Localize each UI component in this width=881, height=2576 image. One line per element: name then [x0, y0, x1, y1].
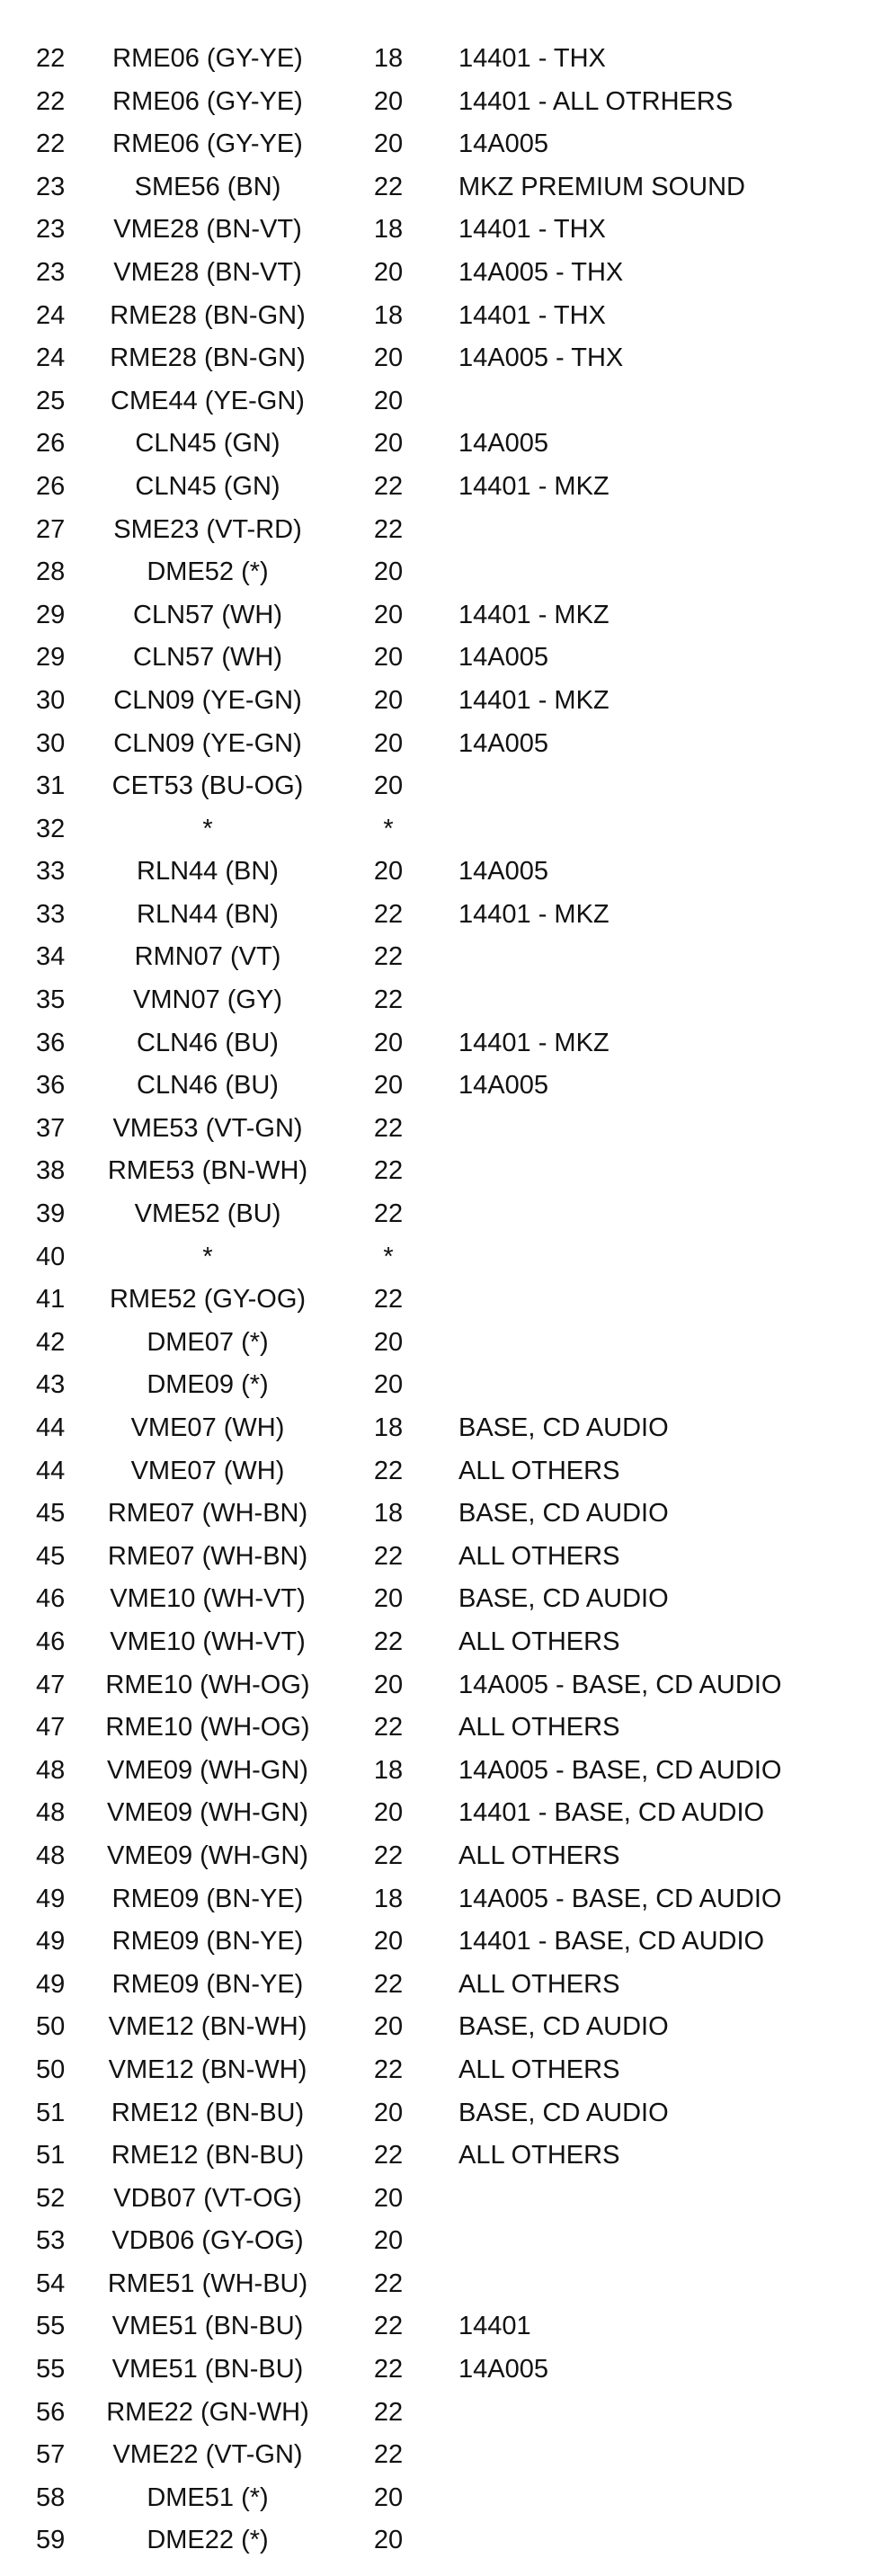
wire-gauge: 20	[373, 1071, 404, 1101]
circuit-id: CLN45 (GN)	[135, 429, 280, 459]
table-row	[0, 1578, 881, 1621]
circuit-id: VDB06 (GY-OG)	[111, 2226, 304, 2256]
wire-gauge: 20	[373, 1670, 404, 1699]
pin-number: 45	[36, 1541, 66, 1571]
pin-number: 48	[36, 1841, 66, 1870]
wire-gauge: 20	[373, 2526, 404, 2555]
pin-number: 26	[36, 471, 66, 501]
pin-number: 43	[36, 1370, 66, 1400]
table-row	[0, 1664, 881, 1707]
usage-note: BASE, CD AUDIO	[458, 1413, 669, 1442]
pin-number: 23	[36, 172, 66, 201]
pin-number: 50	[36, 2055, 66, 2084]
circuit-id: VME07 (WH)	[130, 1413, 285, 1442]
pin-number: 44	[36, 1413, 66, 1442]
table-row	[0, 1236, 881, 1279]
pin-number: 28	[36, 557, 66, 587]
wire-gauge: 20	[373, 600, 404, 629]
usage-note: 14A005 - BASE, CD AUDIO	[458, 1755, 782, 1785]
circuit-id: RMN07 (VT)	[134, 942, 281, 972]
table-row	[0, 594, 881, 637]
wire-gauge: 22	[373, 942, 404, 972]
usage-note: ALL OTHERS	[458, 1627, 620, 1656]
pin-number: 54	[36, 2268, 66, 2298]
circuit-id: VME07 (WH)	[130, 1456, 285, 1485]
wire-gauge: 20	[373, 1028, 404, 1057]
pin-number: 27	[36, 514, 66, 544]
pin-number: 23	[36, 257, 66, 287]
usage-note: 14A005 - THX	[458, 343, 624, 373]
wire-gauge: 20	[373, 429, 404, 459]
pin-number: 30	[36, 728, 66, 758]
circuit-id: VME52 (BU)	[134, 1199, 281, 1229]
wire-gauge: 20	[373, 1370, 404, 1400]
table-row	[0, 1621, 881, 1664]
circuit-id: VME09 (WH-GN)	[107, 1841, 308, 1870]
pin-number: 47	[36, 1713, 66, 1743]
pin-number: 22	[36, 44, 66, 73]
pin-number: 26	[36, 429, 66, 459]
usage-note: BASE, CD AUDIO	[458, 1584, 669, 1614]
usage-note: 14A005 - BASE, CD AUDIO	[458, 1884, 782, 1913]
table-row	[0, 2519, 881, 2563]
pin-number: 38	[36, 1156, 66, 1186]
table-row	[0, 1022, 881, 1065]
circuit-id: RME09 (BN-YE)	[111, 1927, 304, 1957]
pin-number: 24	[36, 343, 66, 373]
table-row	[0, 2049, 881, 2092]
table-row	[0, 723, 881, 766]
circuit-id: RME06 (GY-YE)	[112, 86, 303, 116]
pin-number: 34	[36, 942, 66, 972]
circuit-id: DME09 (*)	[147, 1370, 269, 1400]
circuit-id: VME28 (BN-VT)	[113, 257, 302, 287]
circuit-id: VME53 (VT-GN)	[112, 1113, 303, 1143]
table-row	[0, 1707, 881, 1750]
wire-gauge: 22	[373, 514, 404, 544]
usage-note: 14401 - MKZ	[458, 1028, 610, 1057]
wire-gauge: 20	[373, 1927, 404, 1957]
connector-pinout-table	[0, 38, 881, 2563]
circuit-id: CLN45 (GN)	[135, 471, 280, 501]
usage-note: 14401 - MKZ	[458, 471, 610, 501]
table-row	[0, 1450, 881, 1493]
circuit-id: RME12 (BN-BU)	[111, 2141, 305, 2170]
wire-gauge: 22	[373, 2055, 404, 2084]
circuit-id: RME51 (WH-BU)	[107, 2268, 308, 2298]
table-row	[0, 2477, 881, 2520]
wire-gauge: 22	[373, 899, 404, 929]
usage-note: 14A005	[458, 129, 548, 159]
usage-note: ALL OTHERS	[458, 1456, 620, 1485]
wire-gauge: 20	[373, 257, 404, 287]
pin-number: 25	[36, 386, 66, 415]
usage-note: 14401 - MKZ	[458, 899, 610, 929]
wire-gauge: *	[383, 1242, 394, 1271]
wire-gauge: 22	[373, 471, 404, 501]
wire-gauge: 22	[373, 2355, 404, 2384]
table-row	[0, 637, 881, 680]
usage-note: ALL OTHERS	[458, 1713, 620, 1743]
circuit-id: RME06 (GY-YE)	[112, 129, 303, 159]
usage-note: 14401 - BASE, CD AUDIO	[458, 1798, 765, 1828]
wire-gauge: 20	[373, 557, 404, 587]
usage-note: BASE, CD AUDIO	[458, 1499, 669, 1529]
pin-number: 53	[36, 2226, 66, 2256]
table-row	[0, 2305, 881, 2349]
table-row	[0, 123, 881, 166]
wire-gauge: 20	[373, 728, 404, 758]
pin-number: 36	[36, 1071, 66, 1101]
circuit-id: VME10 (WH-VT)	[110, 1627, 306, 1656]
usage-note: BASE, CD AUDIO	[458, 2012, 669, 2042]
table-row	[0, 1750, 881, 1793]
circuit-id: RME52 (GY-OG)	[109, 1285, 307, 1315]
pin-number: 41	[36, 1285, 66, 1315]
wire-gauge: 22	[373, 1456, 404, 1485]
pin-number: 48	[36, 1798, 66, 1828]
circuit-id: RME09 (BN-YE)	[111, 1969, 304, 1999]
pin-number: 45	[36, 1499, 66, 1529]
circuit-id: VME28 (BN-VT)	[113, 215, 302, 245]
wire-gauge: 20	[373, 2482, 404, 2512]
circuit-id: DME22 (*)	[147, 2526, 269, 2555]
pin-number: 23	[36, 215, 66, 245]
pin-number: 58	[36, 2482, 66, 2512]
usage-note: 14401 - THX	[458, 300, 606, 330]
circuit-id: CME44 (YE-GN)	[111, 386, 305, 415]
usage-note: 14A005	[458, 857, 548, 887]
circuit-id: VMN07 (GY)	[133, 985, 282, 1015]
wire-gauge: 20	[373, 2012, 404, 2042]
pin-number: 59	[36, 2526, 66, 2555]
usage-note: MKZ PREMIUM SOUND	[458, 172, 745, 201]
wire-gauge: 18	[373, 1884, 404, 1913]
table-row	[0, 1065, 881, 1108]
wire-gauge: 18	[373, 44, 404, 73]
table-row	[0, 2092, 881, 2135]
usage-note: 14A005	[458, 1071, 548, 1101]
wire-gauge: 20	[373, 1327, 404, 1357]
table-row	[0, 295, 881, 338]
wire-gauge: 22	[373, 2397, 404, 2427]
circuit-id: VME09 (WH-GN)	[107, 1798, 308, 1828]
table-row	[0, 808, 881, 851]
pin-number: 57	[36, 2440, 66, 2470]
wire-gauge: 22	[373, 2268, 404, 2298]
wire-gauge: 22	[373, 1841, 404, 1870]
pin-number: 32	[36, 814, 66, 843]
table-row	[0, 2135, 881, 2178]
usage-note: BASE, CD AUDIO	[458, 2098, 669, 2127]
wire-gauge: 20	[373, 2098, 404, 2127]
wire-gauge: 22	[373, 172, 404, 201]
usage-note: 14401 - BASE, CD AUDIO	[458, 1927, 765, 1957]
pin-number: 48	[36, 1755, 66, 1785]
circuit-id: RLN44 (BN)	[137, 857, 279, 887]
table-row	[0, 2434, 881, 2477]
pin-number: 22	[36, 129, 66, 159]
pin-number: 55	[36, 2312, 66, 2341]
pin-number: 29	[36, 643, 66, 673]
table-row	[0, 1364, 881, 1407]
pin-number: 22	[36, 86, 66, 116]
circuit-id: VME12 (BN-WH)	[108, 2012, 307, 2042]
wire-gauge: 22	[373, 1199, 404, 1229]
table-row	[0, 2006, 881, 2049]
table-row	[0, 423, 881, 466]
wire-gauge: 18	[373, 1755, 404, 1785]
wire-gauge: 22	[373, 2440, 404, 2470]
usage-note: 14401	[458, 2312, 531, 2341]
table-row	[0, 2263, 881, 2306]
circuit-id: CLN57 (WH)	[133, 643, 282, 673]
table-row	[0, 1193, 881, 1236]
circuit-id: DME51 (*)	[147, 2482, 269, 2512]
wire-gauge: 20	[373, 643, 404, 673]
circuit-id: VME22 (VT-GN)	[112, 2440, 303, 2470]
wire-gauge: 22	[373, 2141, 404, 2170]
pin-number: 29	[36, 600, 66, 629]
wire-gauge: 20	[373, 343, 404, 373]
usage-note: 14A005	[458, 429, 548, 459]
pin-number: 46	[36, 1627, 66, 1656]
table-row	[0, 2178, 881, 2221]
usage-note: 14401 - THX	[458, 44, 606, 73]
wire-gauge: 20	[373, 386, 404, 415]
wire-gauge: 20	[373, 685, 404, 715]
circuit-id: RME28 (BN-GN)	[110, 300, 306, 330]
table-row	[0, 1835, 881, 1878]
pin-number: 24	[36, 300, 66, 330]
circuit-id: VDB07 (VT-OG)	[113, 2183, 302, 2213]
table-row	[0, 166, 881, 209]
pin-number: 44	[36, 1456, 66, 1485]
usage-note: 14401 - ALL OTRHERS	[458, 86, 734, 116]
usage-note: 14A005 - THX	[458, 257, 624, 287]
table-row	[0, 1150, 881, 1193]
usage-note: ALL OTHERS	[458, 2141, 620, 2170]
circuit-id: CLN09 (YE-GN)	[113, 685, 302, 715]
pin-number: 37	[36, 1113, 66, 1143]
table-row	[0, 979, 881, 1022]
usage-note: ALL OTHERS	[458, 2055, 620, 2084]
table-row	[0, 894, 881, 937]
pin-number: 39	[36, 1199, 66, 1229]
circuit-id: RME10 (WH-OG)	[105, 1713, 310, 1743]
circuit-id: CET53 (BU-OG)	[111, 771, 304, 801]
wire-gauge: 18	[373, 215, 404, 245]
pin-number: 52	[36, 2183, 66, 2213]
pin-number: 51	[36, 2098, 66, 2127]
usage-note: 14401 - MKZ	[458, 600, 610, 629]
wire-gauge: 18	[373, 1413, 404, 1442]
wire-gauge: 22	[373, 1627, 404, 1656]
circuit-id: SME56 (BN)	[134, 172, 281, 201]
circuit-id: RME12 (BN-BU)	[111, 2098, 305, 2127]
wire-gauge: 22	[373, 1541, 404, 1571]
wire-gauge: 18	[373, 1499, 404, 1529]
circuit-id: CLN46 (BU)	[137, 1028, 279, 1057]
usage-note: 14401 - MKZ	[458, 685, 610, 715]
wire-gauge: 20	[373, 2226, 404, 2256]
usage-note: ALL OTHERS	[458, 1841, 620, 1870]
wire-gauge: 22	[373, 1285, 404, 1315]
circuit-id: RME10 (WH-OG)	[105, 1670, 310, 1699]
pin-number: 30	[36, 685, 66, 715]
pin-number: 40	[36, 1242, 66, 1271]
circuit-id: CLN09 (YE-GN)	[113, 728, 302, 758]
circuit-id: RLN44 (BN)	[137, 899, 279, 929]
table-row	[0, 851, 881, 894]
pin-number: 35	[36, 985, 66, 1015]
table-row	[0, 1792, 881, 1835]
table-row	[0, 1108, 881, 1151]
table-row	[0, 81, 881, 124]
table-row	[0, 380, 881, 423]
table-row	[0, 509, 881, 552]
table-row	[0, 936, 881, 979]
table-row	[0, 1493, 881, 1536]
wire-gauge: 22	[373, 1713, 404, 1743]
table-row	[0, 38, 881, 81]
wire-gauge: 22	[373, 2312, 404, 2341]
table-row	[0, 1407, 881, 1450]
circuit-id: VME09 (WH-GN)	[107, 1755, 308, 1785]
circuit-id: DME52 (*)	[147, 557, 269, 587]
circuit-id: RME09 (BN-YE)	[111, 1884, 304, 1913]
circuit-id: RME07 (WH-BN)	[107, 1499, 308, 1529]
pin-number: 49	[36, 1927, 66, 1957]
pin-number: 51	[36, 2141, 66, 2170]
table-row	[0, 1279, 881, 1322]
table-row	[0, 2220, 881, 2263]
circuit-id: CLN57 (WH)	[133, 600, 282, 629]
usage-note: 14A005	[458, 2355, 548, 2384]
pin-number: 33	[36, 899, 66, 929]
wire-gauge: 18	[373, 300, 404, 330]
table-row	[0, 252, 881, 295]
circuit-id: VME51 (BN-BU)	[111, 2312, 304, 2341]
pin-number: 31	[36, 771, 66, 801]
table-row	[0, 337, 881, 380]
circuit-id: RME06 (GY-YE)	[112, 44, 303, 73]
wire-gauge: 20	[373, 857, 404, 887]
table-row	[0, 765, 881, 808]
pin-number: 55	[36, 2355, 66, 2384]
table-row	[0, 2349, 881, 2392]
pin-number: 42	[36, 1327, 66, 1357]
circuit-id: VME12 (BN-WH)	[108, 2055, 307, 2084]
usage-note: 14A005 - BASE, CD AUDIO	[458, 1670, 782, 1699]
table-row	[0, 1536, 881, 1579]
circuit-id: VME51 (BN-BU)	[111, 2355, 304, 2384]
wire-gauge: 20	[373, 1798, 404, 1828]
pin-number: 47	[36, 1670, 66, 1699]
usage-note: ALL OTHERS	[458, 1541, 620, 1571]
table-row	[0, 1322, 881, 1365]
table-row	[0, 1921, 881, 1964]
circuit-id: CLN46 (BU)	[137, 1071, 279, 1101]
usage-note: ALL OTHERS	[458, 1969, 620, 1999]
wire-gauge: 20	[373, 129, 404, 159]
pin-number: 56	[36, 2397, 66, 2427]
pin-number: 49	[36, 1884, 66, 1913]
pin-number: 36	[36, 1028, 66, 1057]
usage-note: 14401 - THX	[458, 215, 606, 245]
wire-gauge: 20	[373, 86, 404, 116]
wire-gauge: 22	[373, 1156, 404, 1186]
wire-gauge: 20	[373, 2183, 404, 2213]
circuit-id: SME23 (VT-RD)	[113, 514, 302, 544]
wire-gauge: 22	[373, 985, 404, 1015]
circuit-id: *	[202, 814, 213, 843]
circuit-id: VME10 (WH-VT)	[110, 1584, 306, 1614]
circuit-id: *	[202, 1242, 213, 1271]
table-row	[0, 1878, 881, 1921]
usage-note: 14A005	[458, 643, 548, 673]
circuit-id: RME28 (BN-GN)	[110, 343, 306, 373]
pin-number: 33	[36, 857, 66, 887]
pin-number: 46	[36, 1584, 66, 1614]
wire-gauge: 20	[373, 1584, 404, 1614]
table-row	[0, 680, 881, 723]
pin-number: 50	[36, 2012, 66, 2042]
circuit-id: RME07 (WH-BN)	[107, 1541, 308, 1571]
pin-number: 49	[36, 1969, 66, 1999]
circuit-id: DME07 (*)	[147, 1327, 269, 1357]
table-row	[0, 551, 881, 594]
wire-gauge: 22	[373, 1113, 404, 1143]
table-row	[0, 466, 881, 509]
circuit-id: RME53 (BN-WH)	[107, 1156, 308, 1186]
usage-note: 14A005	[458, 728, 548, 758]
table-row	[0, 1964, 881, 2007]
wire-gauge: 20	[373, 771, 404, 801]
wire-gauge: *	[383, 814, 394, 843]
table-row	[0, 209, 881, 252]
circuit-id: RME22 (GN-WH)	[106, 2397, 309, 2427]
wire-gauge: 22	[373, 1969, 404, 1999]
table-row	[0, 2392, 881, 2435]
